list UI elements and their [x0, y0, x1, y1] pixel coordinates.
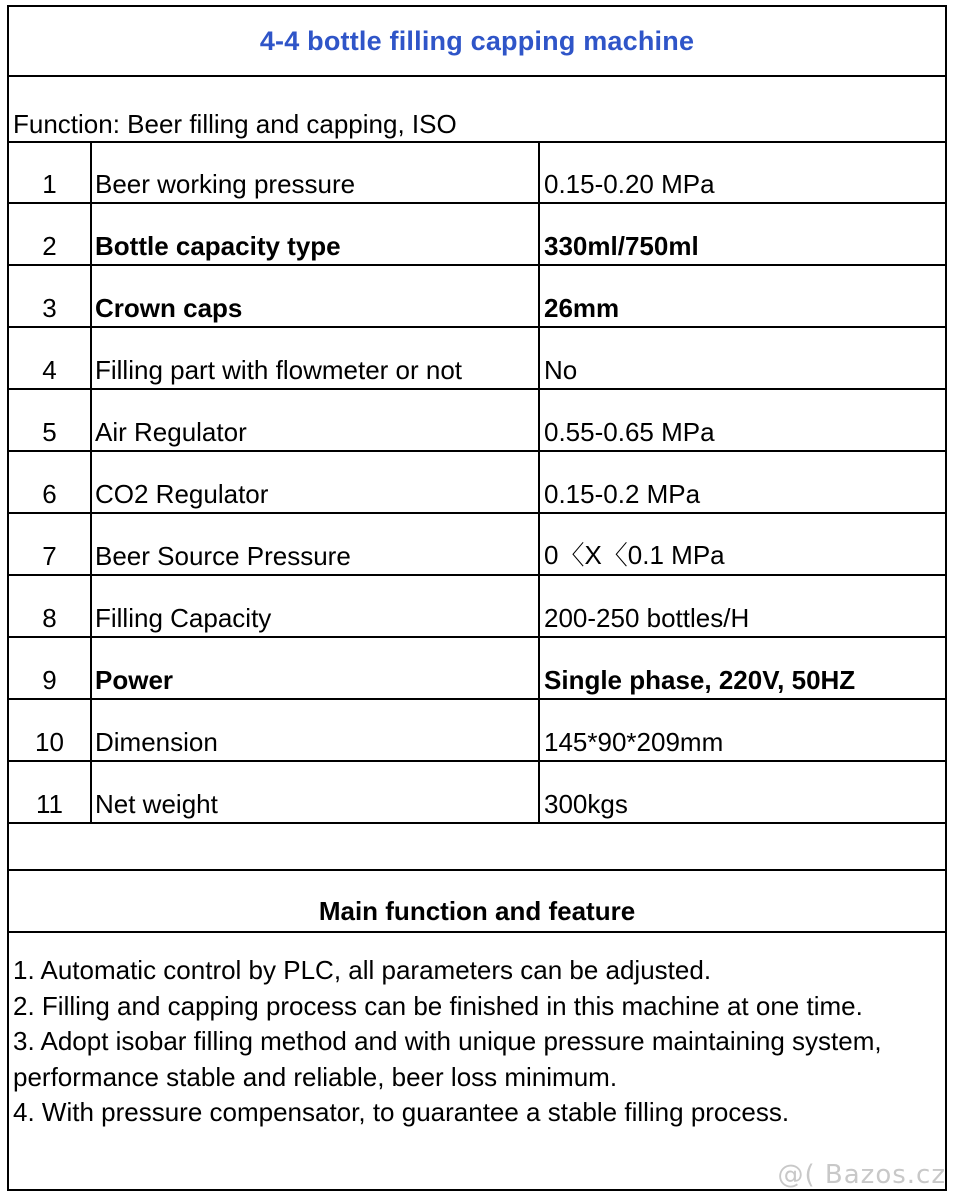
table-row: [9, 451, 945, 513]
spec-value: 0.15-0.20 MPa: [539, 141, 945, 203]
row-number: 9: [9, 637, 91, 699]
table-row: [9, 575, 945, 637]
spec-value: 0〈X〈0.1 MPa: [539, 513, 945, 575]
row-number: 7: [9, 513, 91, 575]
row-number: 6: [9, 451, 91, 513]
feature-list: [13, 953, 933, 1131]
spec-value: 0.55-0.65 MPa: [539, 389, 945, 451]
row-number: 2: [9, 203, 91, 265]
spec-label: Beer working pressure: [91, 141, 539, 203]
table-row: [9, 327, 945, 389]
row-number: 1: [9, 141, 91, 203]
spec-value: 145*90*209mm: [539, 699, 945, 761]
table-row: [9, 637, 945, 699]
spec-label: Beer Source Pressure: [91, 513, 539, 575]
spec-label: CO2 Regulator: [91, 451, 539, 513]
spec-value: 0.15-0.2 MPa: [539, 451, 945, 513]
title-row: [9, 7, 945, 77]
page-title: 4-4 bottle filling capping machine: [259, 25, 695, 56]
row-number: 3: [9, 265, 91, 327]
feature-item: 2. Filling and capping process can be finished in this machine at one time.: [13, 990, 863, 1021]
spec-value: 300kgs: [539, 761, 945, 823]
function-row: [9, 75, 945, 143]
table-row: [9, 761, 945, 823]
spec-label: Bottle capacity type: [91, 203, 539, 265]
spec-value: 330ml/750ml: [539, 203, 945, 265]
feature-item: 1. Automatic control by PLC, all parameters can be adjusted.: [13, 955, 712, 985]
watermark: @( Bazos.cz: [777, 1160, 946, 1190]
spec-label: Filling Capacity: [91, 575, 539, 637]
spec-value: 26mm: [539, 265, 945, 327]
feature-item: 3. Adopt isobar filling method and with unique pressure maintaining system, performance stable and reliable, beer loss minimum.: [13, 1026, 882, 1092]
spec-label: Filling part with flowmeter or not: [91, 327, 539, 389]
spec-label: Dimension: [91, 699, 539, 761]
spec-label: Power: [91, 637, 539, 699]
table-row: [9, 141, 945, 203]
spec-label: Crown caps: [91, 265, 539, 327]
row-number: 10: [9, 699, 91, 761]
spec-value: Single phase, 220V, 50HZ: [539, 637, 945, 699]
feature-title: Main function and feature: [318, 896, 636, 926]
table-row: [9, 265, 945, 327]
row-number: 11: [9, 761, 91, 823]
feature-item: 4. With pressure compensator, to guarantee a stable filling process.: [13, 1097, 790, 1127]
spec-label: Net weight: [91, 761, 539, 823]
table-row: [9, 699, 945, 761]
feature-header: [9, 869, 945, 933]
spec-sheet: [7, 5, 947, 1191]
row-number: 5: [9, 389, 91, 451]
row-number: 4: [9, 327, 91, 389]
table-row: [9, 513, 945, 575]
function-line: Function: Beer filling and capping, ISO: [13, 109, 457, 139]
spec-label: Air Regulator: [91, 389, 539, 451]
spec-value: 200-250 bottles/H: [539, 575, 945, 637]
spec-table: [9, 141, 945, 824]
table-row: [9, 389, 945, 451]
table-row: [9, 203, 945, 265]
row-number: 8: [9, 575, 91, 637]
spec-value: No: [539, 327, 945, 389]
